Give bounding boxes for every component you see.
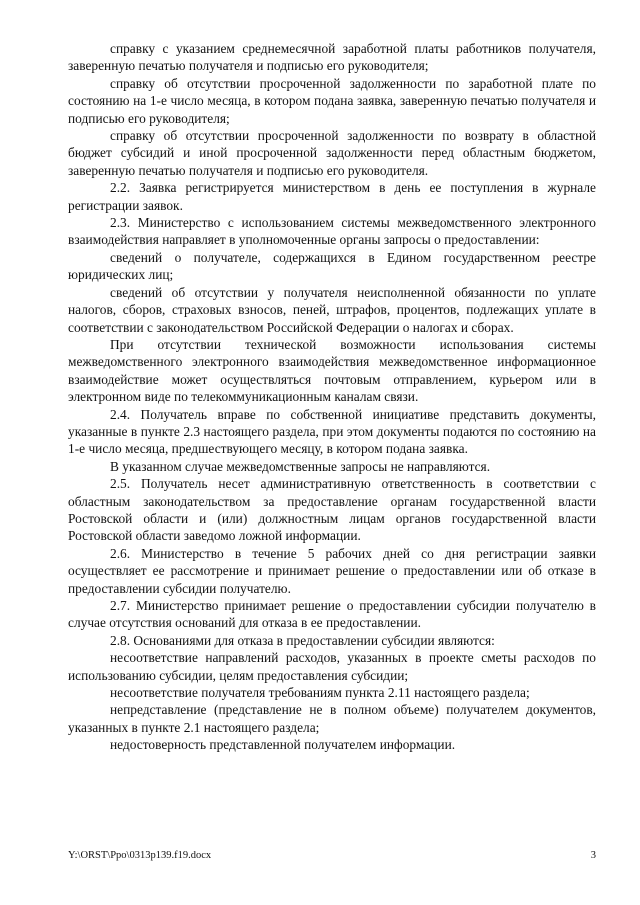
paragraph: В указанном случае межведомственные запросы не направляются. — [110, 458, 491, 474]
paragraph: 2.5. Получатель несет административную ответственность в соответствии с областным законодательством за предоставление органам государственной власти Ростовской области и (или) должностным лицам органов государственной власти Ростовской области заведомо ложной информации. — [68, 476, 596, 544]
paragraph: сведений о получателе, содержащихся в Едином государственном реестре юридических лиц; — [68, 249, 596, 283]
paragraph: справку об отсутствии просроченной задолженности по заработной плате по состоянию на 1-е число месяца, в котором подана заявка, заверенную печатью получателя и подписью его руководителя; — [68, 75, 596, 126]
paragraph: 2.3. Министерство с использованием системы межведомственного электронного взаимодействия направляет в уполномоченные органы запросы о предоставлении: — [68, 215, 596, 248]
document-body — [68, 40, 596, 754]
paragraph: несоответствие направлений расходов, указанных в проекте сметы расходов по использованию субсидии, целям предоставления субсидии; — [68, 650, 596, 683]
paragraph: 2.7. Министерство принимает решение о предоставлении субсидии получателю в случае отсутствия оснований для отказа в ее предоставлении. — [68, 598, 596, 631]
paragraph: При отсутствии технической возможности использования системы межведомственного электронного взаимодействия межведомственное информационное взаимодействие может осуществляться почтовым отправлением, курьером или в электронном виде по телекоммуникационным каналам связи. — [68, 336, 596, 405]
paragraph: 2.2. Заявка регистрируется министерством в день ее поступления в журнале регистрации заявок. — [68, 180, 596, 213]
paragraph: справку с указанием среднемесячной заработной платы работников получателя, заверенную печатью получателя и подписью его руководителя; — [68, 41, 596, 74]
footer-file-path: Y:\ORST\Ppo\0313p139.f19.docx — [68, 850, 212, 861]
paragraph: сведений об отсутствии у получателя неисполненной обязанности по уплате налогов, сборов, страховых взносов, пеней, штрафов, процентов, подлежащих уплате в соответствии с законодательством Российской Федерации о налогах и сборах. — [68, 284, 596, 335]
paragraph: 2.4. Получатель вправе по собственной инициативе представить документы, указанные в пункте 2.3 настоящего раздела, при этом документы подаются по состоянию на 1-е число месяца, предшествующего месяцу, в котором подана заявка. — [68, 406, 596, 457]
paragraph: 2.6. Министерство в течение 5 рабочих дней со дня регистрации заявки осуществляет ее рассмотрение и принимает решение о предоставлении или об отказе в предоставлении субсидии получателю. — [68, 545, 596, 596]
paragraph: несоответствие получателя требованиям пункта 2.11 настоящего раздела; — [110, 685, 530, 701]
page-number: 3 — [590, 850, 596, 861]
paragraph: справку об отсутствии просроченной задолженности по возврату в областной бюджет субсидий и иной просроченной задолженности перед областным бюджетом, заверенную печатью получателя и подписью его руководителя. — [68, 128, 596, 178]
paragraph: 2.8. Основаниями для отказа в предоставлении субсидии являются: — [110, 632, 495, 648]
paragraph: непредставление (представление не в полном объеме) получателем документов, указанных в пункте 2.1 настоящего раздела; — [68, 702, 596, 735]
paragraph: недостоверность представленной получателем информации. — [110, 737, 456, 753]
